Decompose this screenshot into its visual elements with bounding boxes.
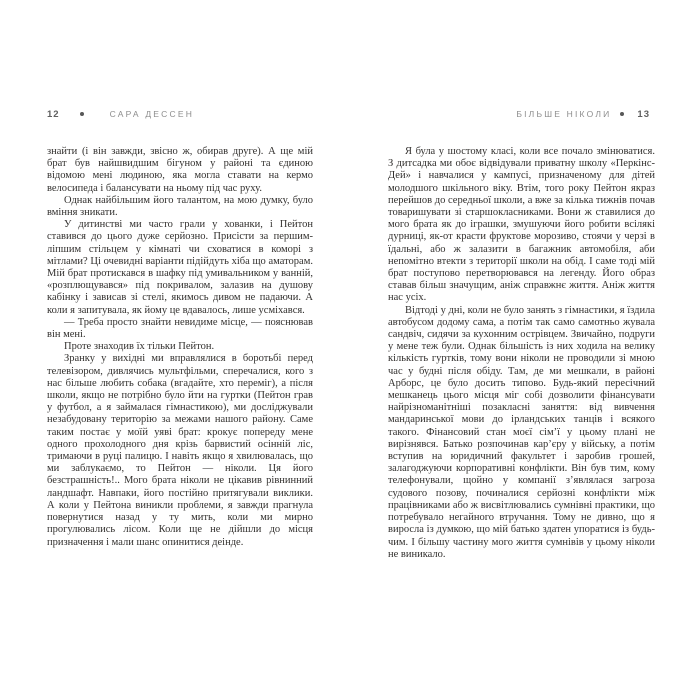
page-right xyxy=(388,108,655,561)
paragraph: — Треба просто знайти невидиме місце, — пояснював він мені. xyxy=(47,316,313,341)
paragraph: Зранку у вихідні ми вправлялися в боротьбі перед телевізором, дивлячись мультфільми, сперечалися, кого з нас більше любить собака (вгадайте, хто переміг), а після школи, якщо не потрібно було йти на гуртки (Пейтон грав у футбол, а я займалася гімнастикою), ми досліджували незабудовану територію за межами нашого району. Саме таким постає у моїй уяві брат: крокує попереду мене одного прохолодного дня крізь барвистий осінній ліс, тримаючи в руці палицю. І навіть якщо я хвилювалась, що ми заблукаємо, то Пейтон — ніколи. Ця його безстрашність!.. Мого брата ніколи не цікавив рівнинний ландшафт. Навпаки, його постійно притягували виклики. А коли у Пейтона виникли проблеми, я завжди прагнула повернутися назад у ту мить, коли ми мирно прогулювались лісом. Коли ще не дійшли до місця призначення і мали шанс опинитися деінде. xyxy=(47,353,313,548)
running-title-author: САРА ДЕССЕН xyxy=(109,109,195,119)
paragraph: У дитинстві ми часто грали у хованки, і Пейтон ставився до цього дуже серйозно. Присісти за першим-ліпшим стільцем у кімнаті чи сховатися в коморі з мітлами? Ці очевидні варіанти підійдуть хіба що аматорам. Мій брат протискався в шафку під умивальником у ванній, «розплющувався» під покривалом, залазив на душову кабінку і зависав зі стелі, якимось дивом не падаючи. А коли я запитувала, як йому це вдавалось, лише усміхався. xyxy=(47,219,313,316)
bullet-dot-icon xyxy=(80,112,84,116)
page-header-right xyxy=(388,108,655,120)
page-text-left xyxy=(47,146,313,549)
page-number-left: 12 xyxy=(47,108,60,120)
paragraph: Відтоді у дні, коли не було занять з гімнастики, я їздила автобусом додому сама, а потім так само самотньо жувала сандвіч, сидячи за кухонним острівцем. Звичайно, подруги у мене теж були. Однак більшість із них ходила на велику кількість гуртків, тому вони ніколи не проводили зі мною час у будні після обіду. Там, де ми мешкали, в районі Арборс, це було досить типово. Будь-який пересічний мешканець цього місця міг собі дозволити фінансувати найрізноманітніші позакласні заняття: від вивчення мандаринської мови до ірландських танців і всякого такого. Фінансовий стан моєї сім’ї у цьому плані не вирізнявся. Батько розпочинав кар’єру у війську, а потім вступив на юридичний факультет і заробив грошей, залагоджуючи корпоративні конфлікти. Він був тим, кому телефонували, щойно у компанії з’являлася загроза судового позову, починалися серйозні конфлікти між працівниками або ж висвітлювались сумнівні практики, що потребувало негайного втручання. Тому не дивно, що я виросла із думкою, що мій батько здатен упоратися із будь-чим. І більшу частину мого життя сумнівів у цьому ніколи не виникало. xyxy=(388,304,655,560)
paragraph: знайти (і він завжди, звісно ж, обирав друге). А ще мій брат був найшвидшим бігуном у районі та єдиною відомою мені людиною, яка могла ставати на кермо велосипеда і балансувати на ньому під час руху. xyxy=(47,146,313,194)
page-number-right: 13 xyxy=(637,108,650,120)
page-left xyxy=(47,108,313,549)
running-title-book: БІЛЬШЕ НІКОЛИ xyxy=(516,109,612,119)
page-header-left xyxy=(47,108,313,120)
page-text-right xyxy=(388,146,655,561)
bullet-dot-icon xyxy=(620,112,624,116)
paragraph: Я була у шостому класі, коли все почало змінюватися. З дитсадка ми обоє відвідували приватну школу «Перкінс-Дей» і навчалися у кампусі, призначеному для дітей молодшого шкільного віку. Втім, того року Пейтон якраз перейшов до середньої школи, а вже за кілька тижнів почав товаришувати зі старшокласниками. Вони ж ставилися до мого брата як до іграшки, змушуючи його робити всілякі дурниці, як-от красти фруктове морозиво, стоячи у черзі в їдальні, або ж залазити в багажник автомобіля, аби непомітно втекти з території школи на обід. І саме тоді мій брат поступово перетворювався на легенду. Його образ ставав більш значущим, аніж справжнє життя. Аніж життя нас усіх. xyxy=(388,146,655,304)
paragraph: Однак найбільшим його талантом, на мою думку, було вміння зникати. xyxy=(47,194,313,219)
paragraph: Проте знаходив їх тільки Пейтон. xyxy=(64,341,215,353)
